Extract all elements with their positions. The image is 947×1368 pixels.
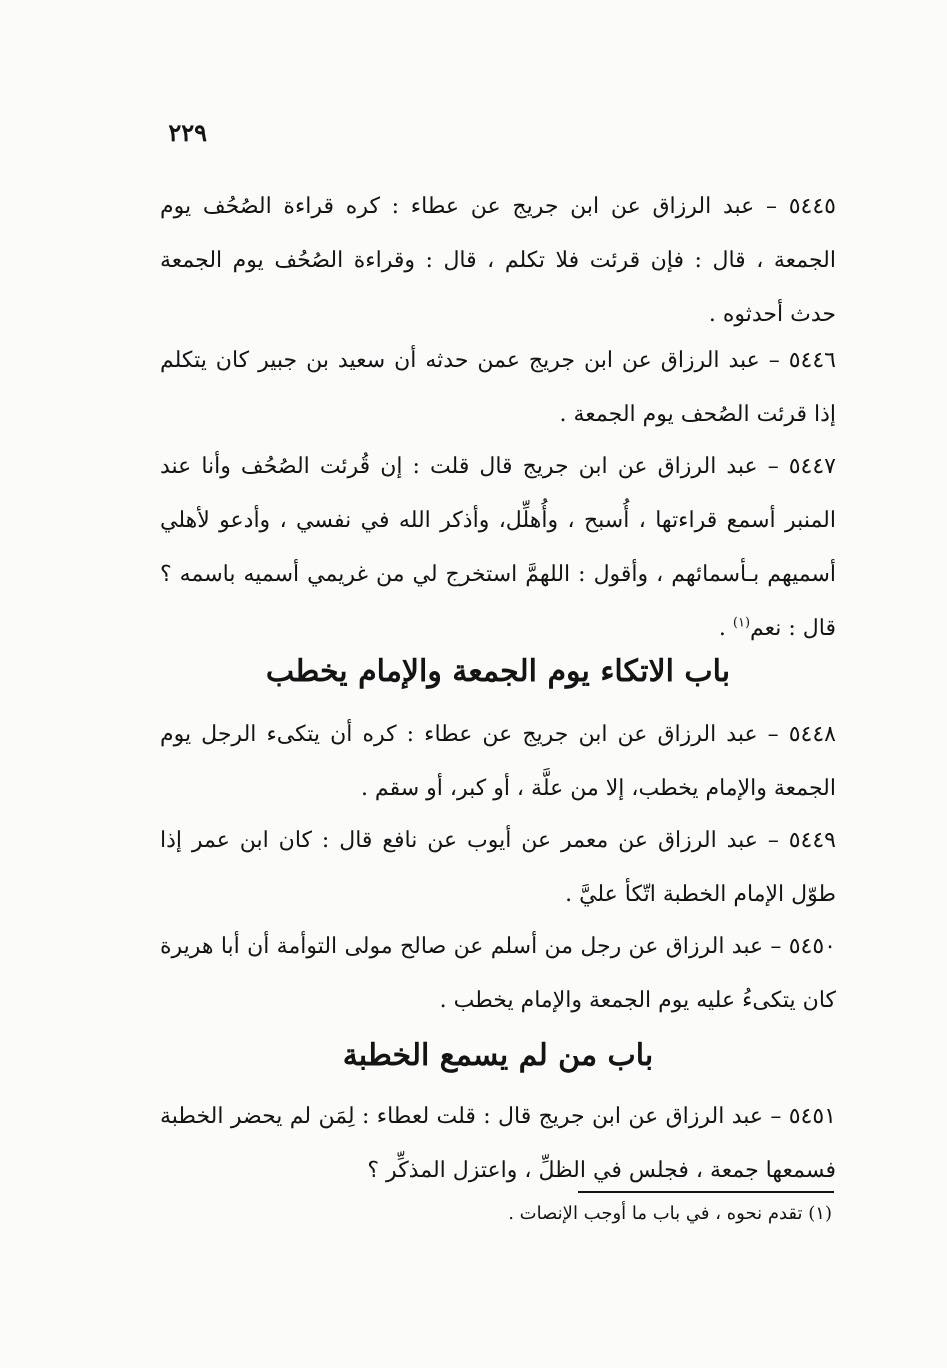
hadith-5447 <box>160 440 836 656</box>
chapter-heading-leaning: باب الاتكاء يوم الجمعة والإمام يخطب <box>265 654 731 689</box>
hadith-5449: ٥٤٤٩ – عبد الرزاق عن معمر عن أيوب عن نافع قال : كان ابن عمر إذا طوّل الإمام الخطبة اتّكأ عليَّ . <box>160 828 836 907</box>
hadith-5446: ٥٤٤٦ – عبد الرزاق عن ابن جريج عمن حدثه أن سعيد بن جبير كان يتكلم إذا قرئت الصُحف يوم الجمعة . <box>160 348 836 427</box>
hadith-5447-tail: . <box>718 616 733 641</box>
page-number: ٢٢٩ <box>168 118 207 147</box>
hadith-5450: ٥٤٥٠ – عبد الرزاق عن رجل من أسلم عن صالح مولى التوأمة أن أبا هريرة كان يتكىءُ عليه يوم الجمعة والإمام يخطب . <box>160 934 836 1013</box>
chapter-heading-not-hearing: باب من لم يسمع الخطبة <box>342 1038 654 1073</box>
footnote-divider <box>578 1191 834 1193</box>
footnote: (١) تقدم نحوه ، في باب ما أوجب الإنصات . <box>508 1203 832 1224</box>
hadith-5448: ٥٤٤٨ – عبد الرزاق عن ابن جريج عن عطاء : كره أن يتكىء الرجل يوم الجمعة والإمام يخطب، إلا من علَّة ، أو كبر، أو سقم . <box>160 722 836 801</box>
hadith-5445: ٥٤٤٥ – عبد الرزاق عن ابن جريج عن عطاء : كره قراءة الصُحُف يوم الجمعة ، قال : فإن قرئت فلا تكلم ، قال : وقراءة الصُحُف يوم الجمعة حدث أحدثوه . <box>160 194 836 327</box>
hadith-5451: ٥٤٥١ – عبد الرزاق عن ابن جريج قال : قلت لعطاء : لِمَن لم يحضر الخطبة فسمعها جمعة ، فجلس في الظلِّ ، واعتزل المذكِّر ؟ <box>160 1104 836 1183</box>
hadith-5447-body: ٥٤٤٧ – عبد الرزاق عن ابن جريج قال قلت : إن قُرئت الصُحُف وأنا عند المنبر أسمع قراءتها ، أُسبح ، وأُهلِّل، وأذكر الله في نفسي ، وأدعو لأهلي أسميهم بـأسمائهم ، وأقول : اللهمَّ استخرج لي من غريمي أسميه باسمه ؟ قال : نعم <box>160 454 836 641</box>
footnote-ref: (١) <box>732 615 751 631</box>
